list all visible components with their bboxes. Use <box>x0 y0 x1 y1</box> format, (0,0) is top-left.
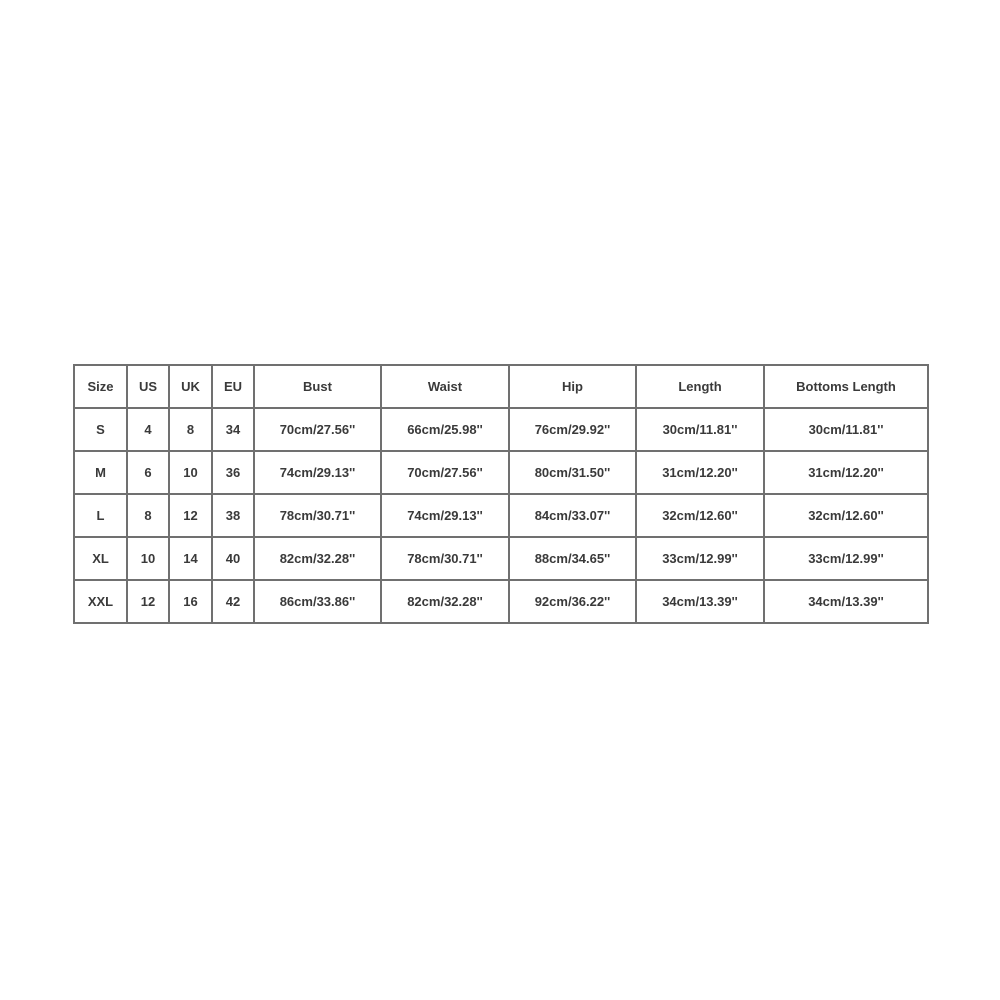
cell-size: L <box>74 494 127 537</box>
cell-bottoms-length: 30cm/11.81'' <box>764 408 928 451</box>
cell-uk: 8 <box>169 408 212 451</box>
table-row <box>74 494 928 537</box>
cell-bust: 78cm/30.71'' <box>254 494 381 537</box>
cell-waist: 70cm/27.56'' <box>381 451 509 494</box>
cell-uk: 16 <box>169 580 212 623</box>
table-row <box>74 537 928 580</box>
cell-us: 8 <box>127 494 169 537</box>
header-bust: Bust <box>254 365 381 408</box>
cell-eu: 40 <box>212 537 254 580</box>
cell-size: S <box>74 408 127 451</box>
cell-us: 4 <box>127 408 169 451</box>
cell-length: 30cm/11.81'' <box>636 408 764 451</box>
cell-hip: 80cm/31.50'' <box>509 451 636 494</box>
cell-us: 10 <box>127 537 169 580</box>
cell-eu: 42 <box>212 580 254 623</box>
header-length: Length <box>636 365 764 408</box>
cell-eu: 36 <box>212 451 254 494</box>
cell-bottoms-length: 34cm/13.39'' <box>764 580 928 623</box>
cell-eu: 38 <box>212 494 254 537</box>
cell-us: 6 <box>127 451 169 494</box>
cell-us: 12 <box>127 580 169 623</box>
cell-length: 34cm/13.39'' <box>636 580 764 623</box>
size-chart-table <box>73 364 929 624</box>
cell-size: XXL <box>74 580 127 623</box>
table-row <box>74 451 928 494</box>
cell-length: 32cm/12.60'' <box>636 494 764 537</box>
header-size: Size <box>74 365 127 408</box>
cell-length: 33cm/12.99'' <box>636 537 764 580</box>
header-eu: EU <box>212 365 254 408</box>
header-hip: Hip <box>509 365 636 408</box>
cell-bust: 74cm/29.13'' <box>254 451 381 494</box>
cell-bust: 86cm/33.86'' <box>254 580 381 623</box>
cell-uk: 10 <box>169 451 212 494</box>
cell-bottoms-length: 31cm/12.20'' <box>764 451 928 494</box>
cell-eu: 34 <box>212 408 254 451</box>
cell-uk: 12 <box>169 494 212 537</box>
cell-waist: 74cm/29.13'' <box>381 494 509 537</box>
table-row <box>74 408 928 451</box>
cell-length: 31cm/12.20'' <box>636 451 764 494</box>
cell-bust: 70cm/27.56'' <box>254 408 381 451</box>
cell-size: M <box>74 451 127 494</box>
header-waist: Waist <box>381 365 509 408</box>
cell-waist: 78cm/30.71'' <box>381 537 509 580</box>
header-row <box>74 365 928 408</box>
header-bottoms-length: Bottoms Length <box>764 365 928 408</box>
cell-bust: 82cm/32.28'' <box>254 537 381 580</box>
cell-hip: 92cm/36.22'' <box>509 580 636 623</box>
cell-size: XL <box>74 537 127 580</box>
cell-hip: 88cm/34.65'' <box>509 537 636 580</box>
cell-bottoms-length: 33cm/12.99'' <box>764 537 928 580</box>
cell-waist: 66cm/25.98'' <box>381 408 509 451</box>
table-row <box>74 580 928 623</box>
header-uk: UK <box>169 365 212 408</box>
cell-bottoms-length: 32cm/12.60'' <box>764 494 928 537</box>
cell-hip: 76cm/29.92'' <box>509 408 636 451</box>
cell-hip: 84cm/33.07'' <box>509 494 636 537</box>
header-us: US <box>127 365 169 408</box>
cell-uk: 14 <box>169 537 212 580</box>
cell-waist: 82cm/32.28'' <box>381 580 509 623</box>
